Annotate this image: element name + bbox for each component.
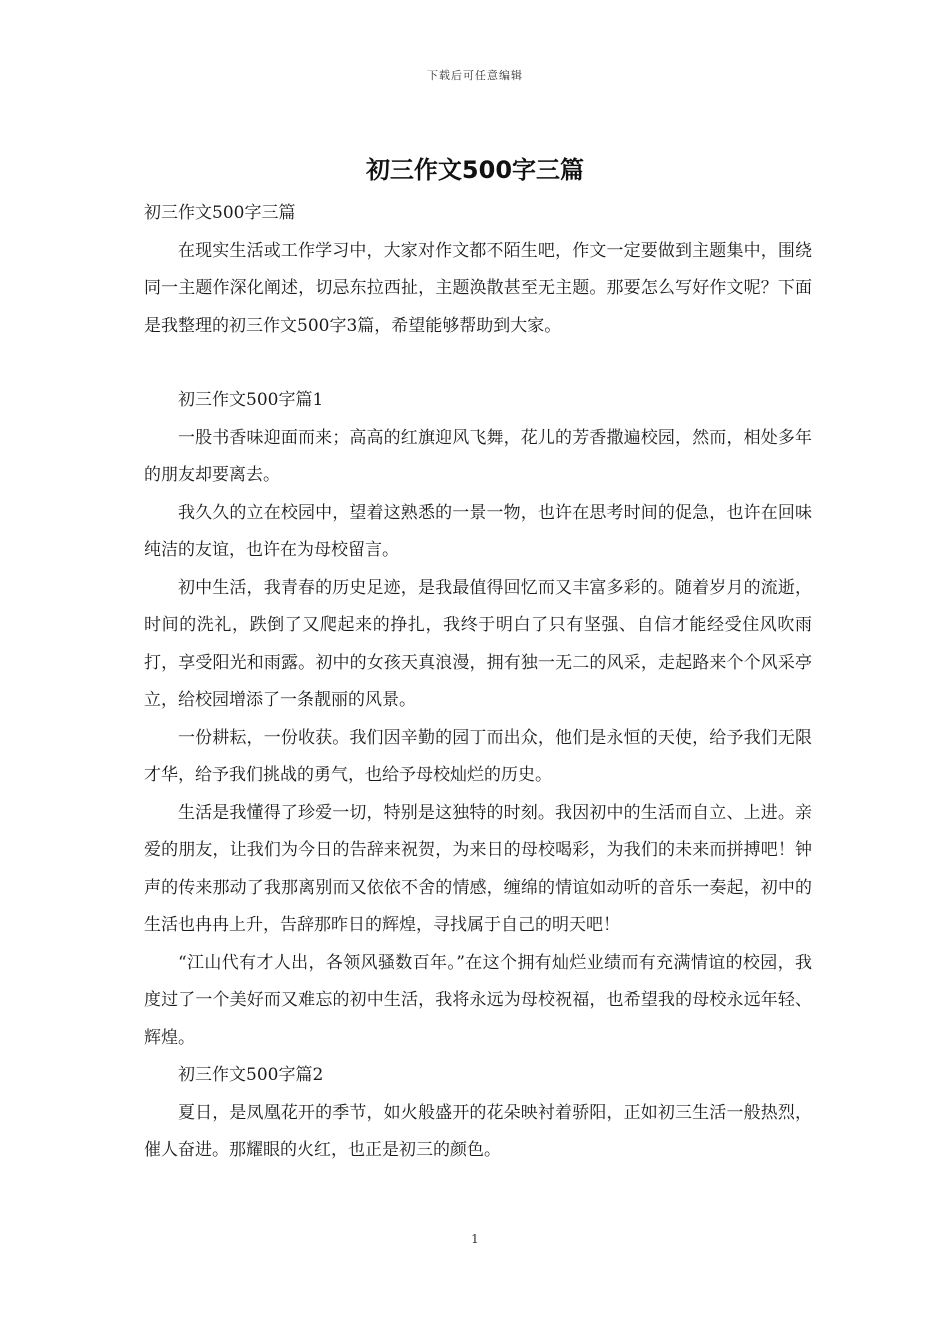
section-1-paragraph: “江山代有才人出，各领风骚数百年。”在这个拥有灿烂业绩而有充满情谊的校园，我度过了一个美好而又难忘的初中生活，我将永远为母校祝福，也希望我的母校永远年轻、辉煌。 — [144, 952, 812, 1048]
page-number: 1 — [471, 1232, 479, 1246]
document-title: 初三作文500字三篇 — [365, 156, 585, 184]
section-1-paragraph: 我久久的立在校园中，望着这熟悉的一景一物，也许在思考时间的促急，也许在回味纯洁的友谊，也许在为母校留言。 — [144, 502, 812, 560]
section-1-paragraph: 一股书香味迎面而来；高高的红旗迎风飞舞，花儿的芳香撒遍校园，然而，相处多年的朋友却要离去。 — [144, 427, 812, 485]
section-1-paragraph: 生活是我懂得了珍爱一切，特别是这独特的时刻。我因初中的生活而自立、上进。亲爱的朋友，让我们为今日的告辞来祝贺，为来日的母校喝彩，为我们的未来而拼搏吧！钟声的传来那动了我那离别而又依依不舍的情感，缠绵的情谊如动听的音乐一奏起，初中的生活也冉冉上升，告辞那昨日的辉煌，寻找属于自己的明天吧！ — [144, 802, 812, 935]
intro-paragraph: 在现实生活或工作学习中，大家对作文都不陌生吧，作文一定要做到主题集中，围绕同一主题作深化阐述，切忌东拉西扯，主题涣散甚至无主题。那要怎么写好作文呢？下面是我整理的初三作文500字3篇，希望能够帮助到大家。 — [144, 240, 812, 336]
section-1-heading: 初三作文500字篇1 — [178, 390, 324, 410]
section-1-paragraph: 初中生活，我青春的历史足迹，是我最值得回忆而又丰富多彩的。随着岁月的流逝，时间的洗礼，跌倒了又爬起来的挣扎，我终于明白了只有坚强、自信才能经受住风吹雨打，享受阳光和雨露。初中的女孩天真浪漫，拥有独一无二的风采，走起路来个个风采亭立，给校园增添了一条靓丽的风景。 — [144, 577, 812, 710]
document-body — [144, 195, 812, 1170]
section-1-paragraph: 一份耕耘，一份收获。我们因辛勤的园丁而出众，他们是永恒的天使，给予我们无限才华，给予我们挑战的勇气，也给予母校灿烂的历史。 — [144, 727, 812, 785]
header-note: 下载后可任意编辑 — [427, 69, 523, 82]
section-2-heading: 初三作文500字篇2 — [178, 1065, 324, 1085]
document-subtitle: 初三作文500字三篇 — [144, 203, 296, 223]
section-2-paragraph: 夏日，是凤凰花开的季节，如火般盛开的花朵映衬着骄阳，正如初三生活一般热烈，催人奋进。那耀眼的火红，也正是初三的颜色。 — [144, 1102, 812, 1160]
